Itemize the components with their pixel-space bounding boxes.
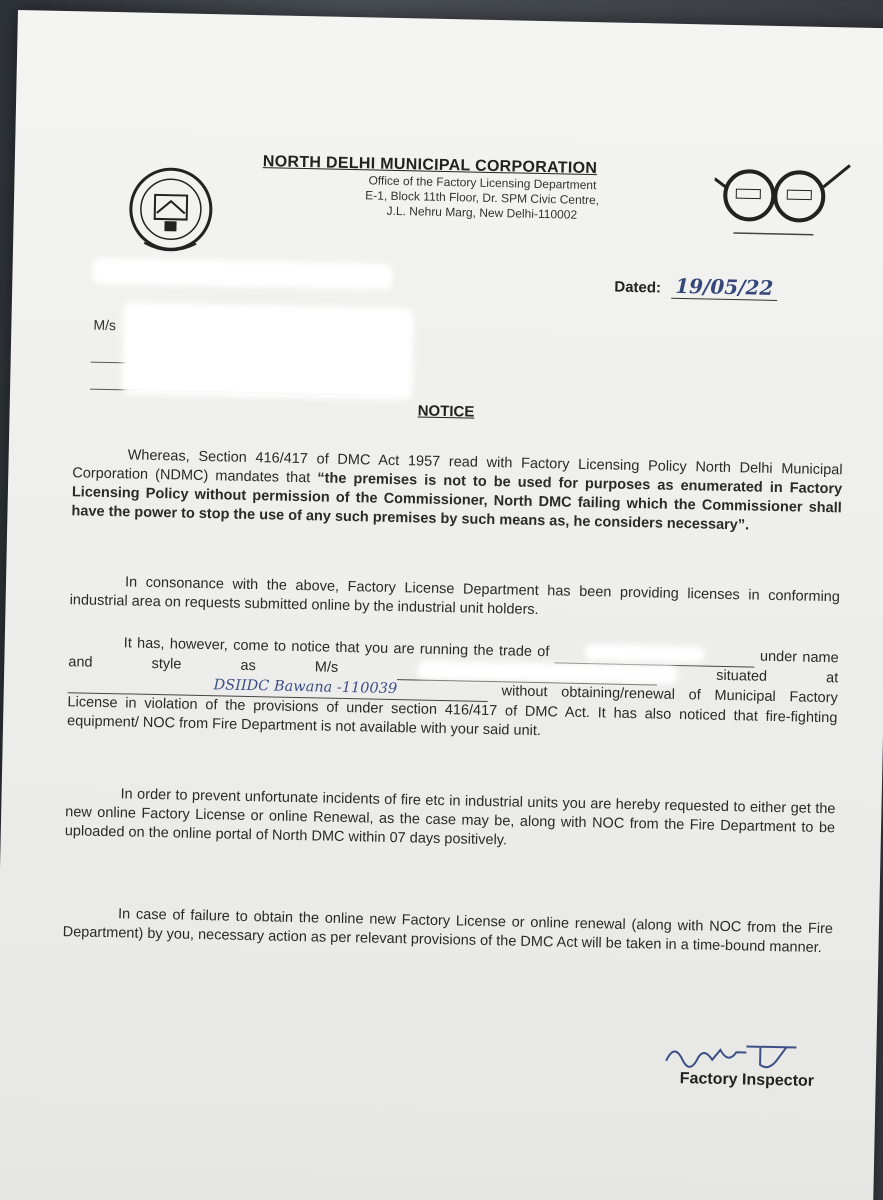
- ndmc-seal-emblem: [126, 164, 216, 256]
- address-line-2: E-1, Block 11th Floor, Dr. SPM Civic Centre,: [365, 188, 600, 208]
- signer-title: Factory Inspector: [679, 1070, 815, 1090]
- dated-value: 19/05/22: [671, 274, 778, 301]
- para-consonance: In consonance with the above, Factory License Department has been providing licenses in conforming industrial area on requests submitted online by the industrial unit holders.: [69, 574, 841, 619]
- para-violation-part4: without obtaining/renewal of Municipal Factory License in violation of the provisions of under section 416/417 of DMC Act. It has also noticed that fire-fighting equipment/ NOC from Fire Department is not available with your said unit.: [66, 683, 838, 740]
- para-violation-part3: situated at: [716, 667, 839, 687]
- location-handwritten: DSIIDC Bawana -110039: [68, 673, 488, 702]
- redacted-addressee: [122, 302, 414, 400]
- swachh-bharat-glasses-logo: [713, 155, 855, 248]
- para-request: In order to prevent unfortunate incidents of fire etc in industrial units you are hereby requested to either get the new online Factory License or online Renewal, as the case may be, along with NOC from the Fire Department to be uploaded on the online portal of North DMC within 07 days positively.: [64, 786, 836, 849]
- redacted-reference-number: [92, 258, 392, 290]
- para-violation-part1: It has, however, come to notice that you are running the trade of: [123, 635, 550, 661]
- address-line-1: Office of the Factory Licensing Department: [368, 173, 597, 193]
- para-mandate-intro: Whereas, Section 416/417 of DMC Act 1957 read with Factory Licensing Policy North Delhi Municipal Corporation (NDMC) mandates that: [72, 447, 843, 487]
- para-violation: [67, 633, 839, 747]
- para-consequence: In case of failure to obtain the online new Factory License or online renewal (along with NOC from the Fire Department) by you, necessary action as per relevant provisions of the DMC Act will be taken in a time-bound manner.: [62, 906, 834, 957]
- date-field: [614, 273, 777, 301]
- org-name: NORTH DELHI MUNICIPAL CORPORATION: [262, 153, 598, 178]
- notice-title: NOTICE: [417, 402, 475, 421]
- inspector-signature: [664, 1039, 805, 1072]
- para-mandate: [71, 445, 842, 537]
- notice-document: [0, 10, 883, 1200]
- para-violation-part2: under name and style as M/s: [68, 648, 839, 676]
- address-line-3: J.L. Nehru Marg, New Delhi-110002: [386, 203, 578, 222]
- para-mandate-quote: “the premises is not to be used for purposes as enumerated in Factory Licensing Policy without permission of the Commissioner, North DMC failing which the Commissioner shall have the power to stop the use of any such premises by such means as, he considers necessary”.: [71, 470, 843, 534]
- letterhead: [262, 153, 683, 225]
- dated-label: Dated:: [614, 278, 662, 297]
- addressee-label: M/s: [93, 316, 117, 334]
